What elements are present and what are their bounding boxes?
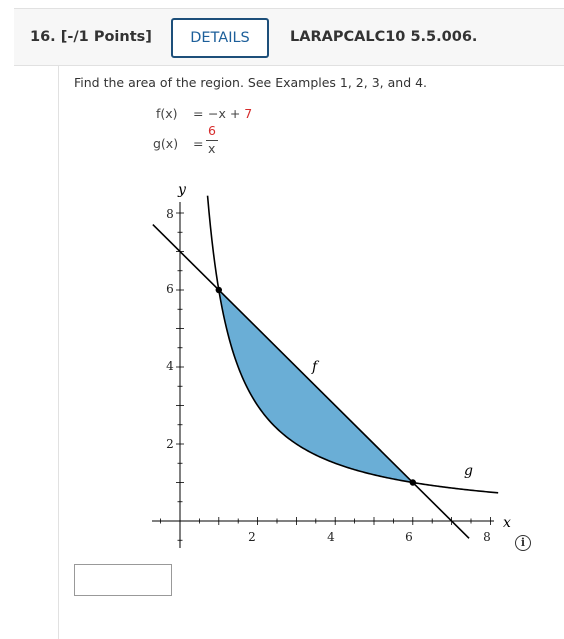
intersection-point <box>216 287 222 293</box>
graph-layer <box>152 196 498 548</box>
x-tick-label: 8 <box>483 530 491 544</box>
g-numerator: 6 <box>208 123 216 138</box>
g-denominator: x <box>208 141 216 156</box>
g-lhs: g(x) <box>153 136 179 151</box>
info-icon[interactable]: i <box>515 535 531 551</box>
question-number: 16. [-/1 Points] <box>30 29 152 45</box>
region-graph <box>140 175 520 560</box>
x-tick-label: 4 <box>327 530 335 544</box>
question-header <box>14 8 564 66</box>
y-tick-label: 2 <box>166 437 174 451</box>
y-axis-label: y <box>178 182 186 198</box>
f-curve-label: f <box>312 359 318 375</box>
x-axis-label: x <box>503 515 511 531</box>
y-tick-label: 6 <box>166 282 174 296</box>
details-button[interactable]: DETAILS <box>171 18 269 58</box>
f-rhs <box>208 106 252 121</box>
f-equals: = <box>193 106 204 121</box>
question-id: LARAPCALC10 5.5.006. <box>290 29 478 45</box>
question-prompt: Find the area of the region. See Examples 1, 2, 3, and 4. <box>74 75 428 90</box>
f-curve <box>153 225 469 539</box>
y-tick-label: 8 <box>166 207 174 221</box>
intersection-point <box>410 479 416 485</box>
g-equals: = <box>193 136 204 151</box>
g-curve-label: g <box>464 463 473 479</box>
f-rhs-expr: −x + <box>208 106 245 121</box>
x-tick-label: 2 <box>248 530 256 544</box>
x-tick-label: 6 <box>405 530 413 544</box>
f-lhs: f(x) <box>156 106 178 121</box>
y-tick-label: 4 <box>166 359 174 373</box>
f-rhs-constant: 7 <box>244 106 253 121</box>
answer-input[interactable] <box>74 564 172 596</box>
